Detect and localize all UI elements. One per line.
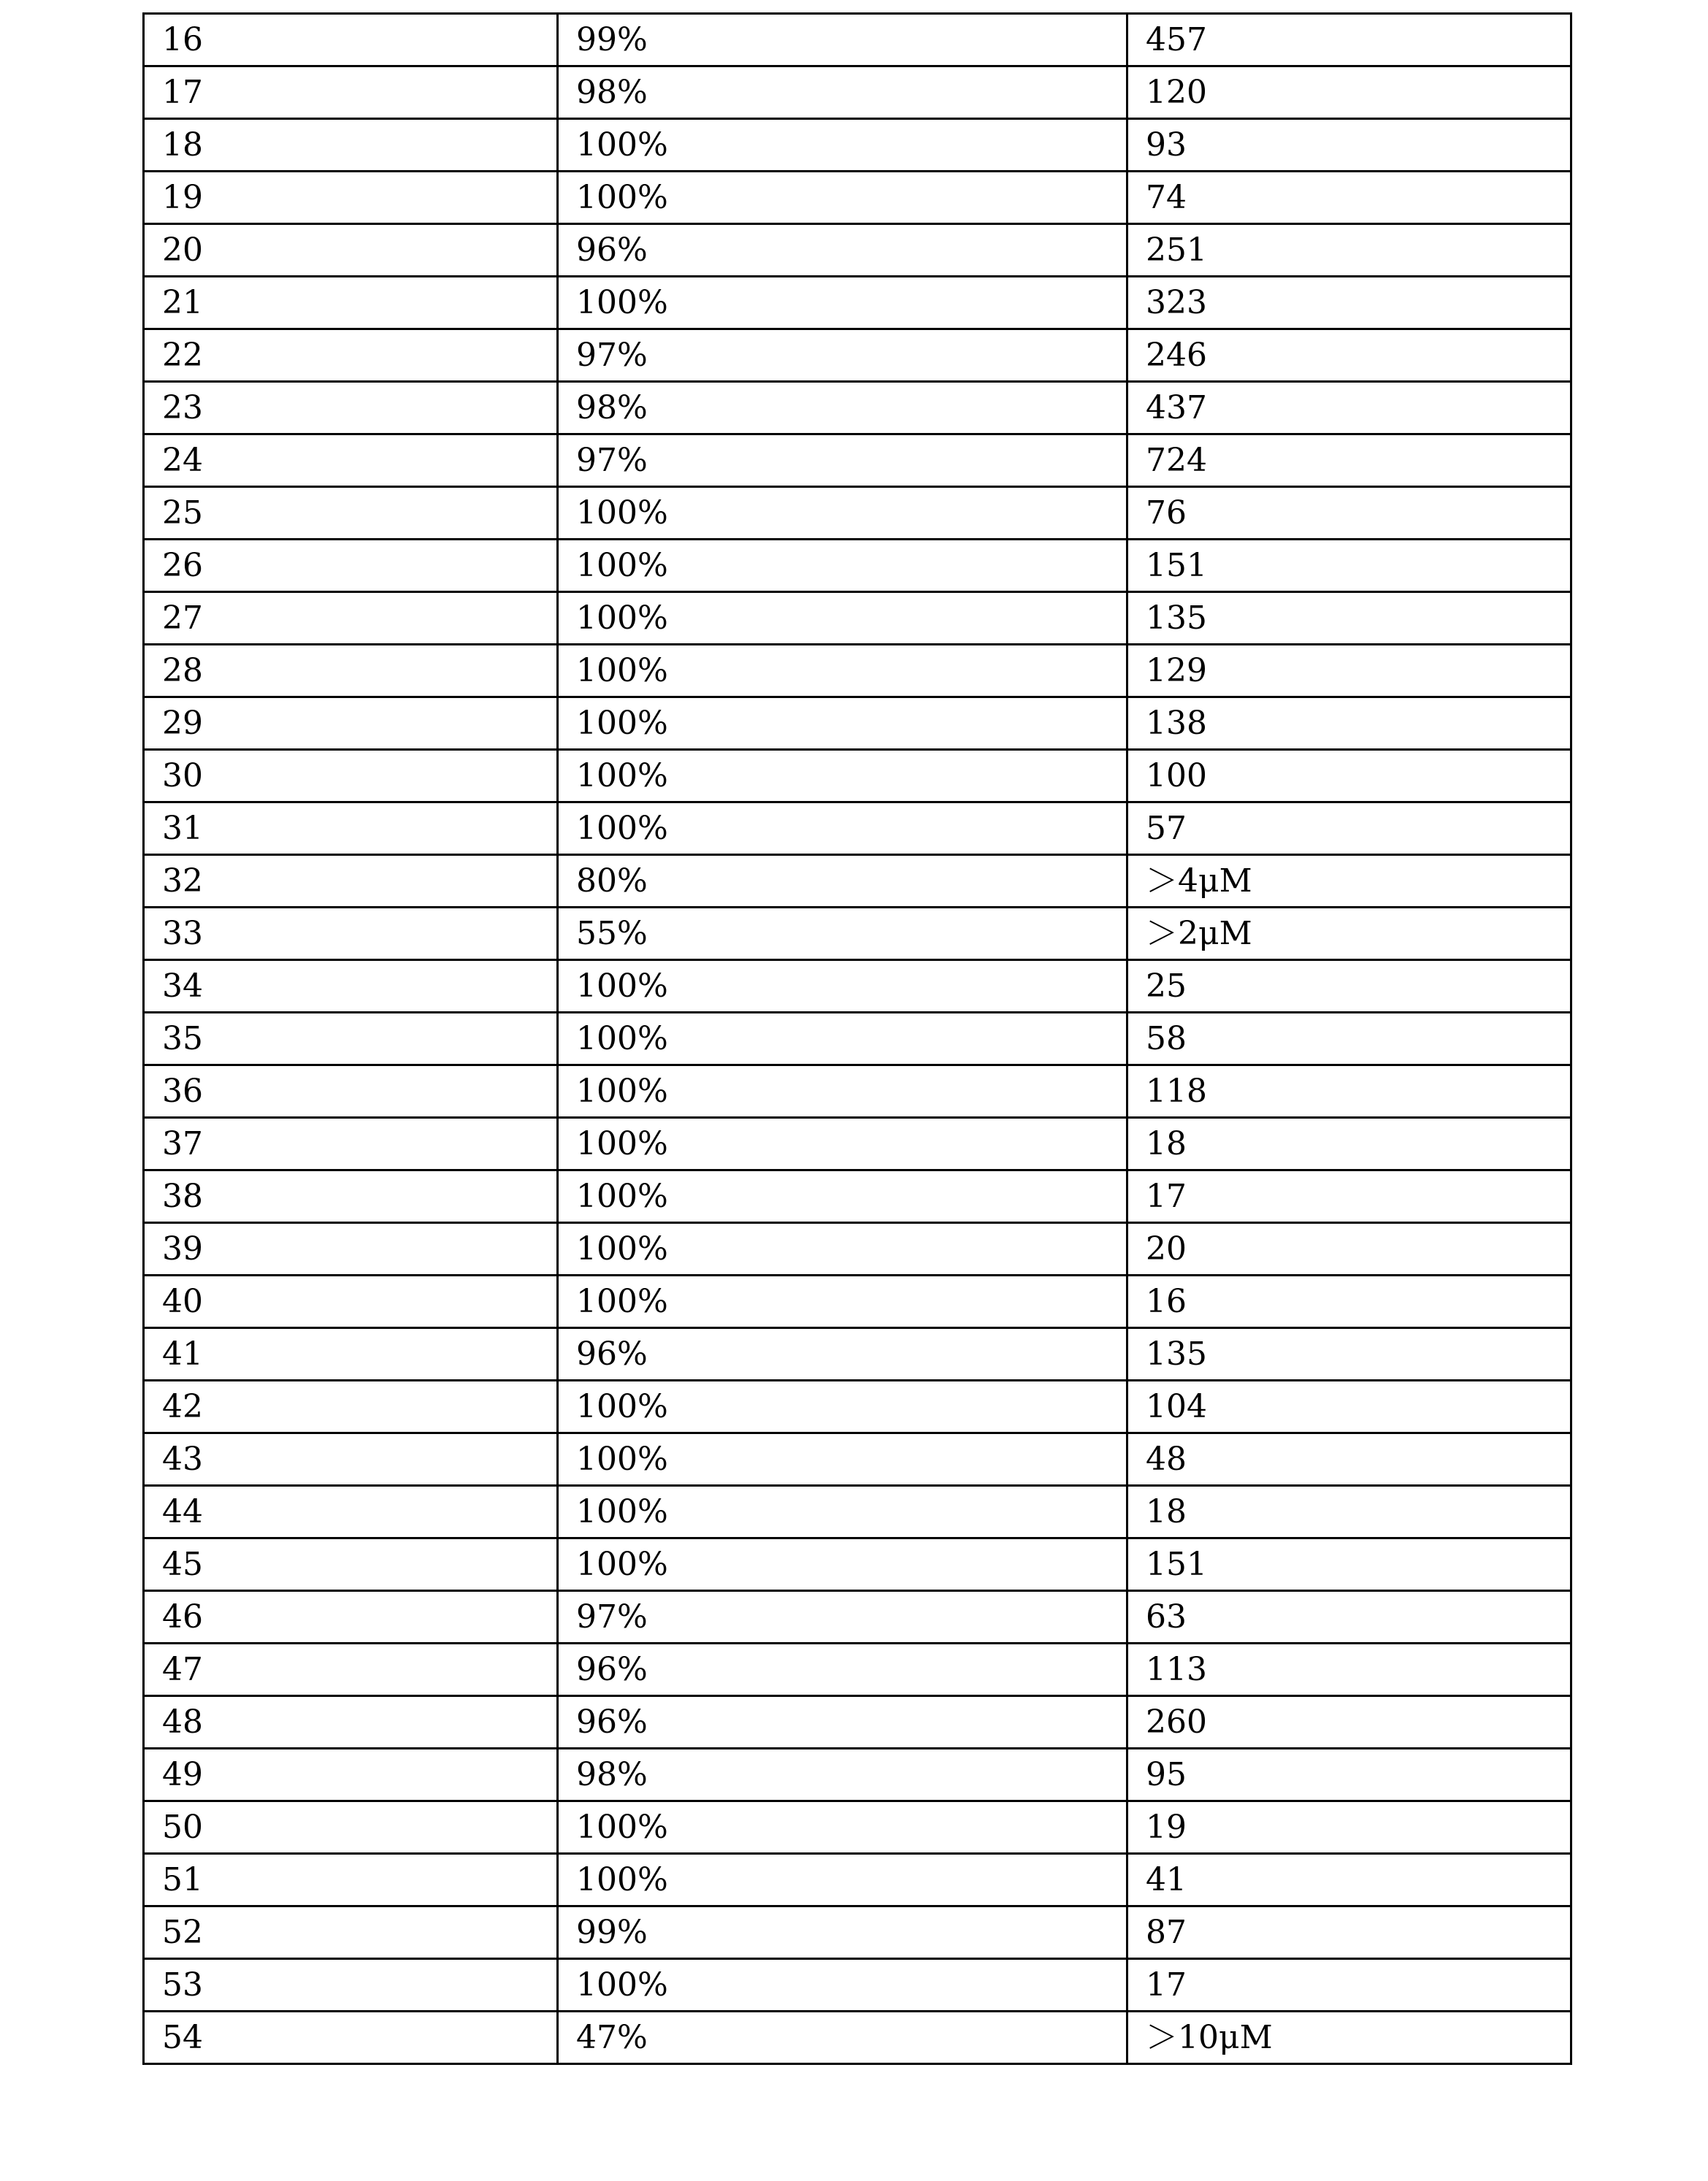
percentage-cell: 96% — [558, 1328, 1127, 1381]
percentage-cell: 100% — [558, 750, 1127, 802]
value-cell: 260 — [1127, 1696, 1571, 1749]
value-cell: 87 — [1127, 1906, 1571, 1959]
value-cell: 16 — [1127, 1276, 1571, 1328]
compound-number-cell: 22 — [144, 329, 558, 382]
compound-number-cell: 37 — [144, 1118, 558, 1170]
compound-number-cell: 21 — [144, 277, 558, 329]
percentage-cell: 98% — [558, 382, 1127, 434]
compound-number-cell: 45 — [144, 1538, 558, 1591]
percentage-cell: 47% — [558, 2012, 1127, 2064]
table-row — [144, 1696, 1571, 1749]
table-row — [144, 329, 1571, 382]
value-cell: 104 — [1127, 1381, 1571, 1433]
table-row — [144, 1065, 1571, 1118]
value-cell: 100 — [1127, 750, 1571, 802]
table-row — [144, 1170, 1571, 1223]
value-cell: 246 — [1127, 329, 1571, 382]
percentage-cell: 99% — [558, 14, 1127, 66]
value-cell: 120 — [1127, 66, 1571, 119]
table-row — [144, 1118, 1571, 1170]
percentage-cell: 96% — [558, 1644, 1127, 1696]
table-row — [144, 908, 1571, 960]
percentage-cell: 100% — [558, 172, 1127, 224]
percentage-cell: 100% — [558, 1801, 1127, 1854]
table-row — [144, 802, 1571, 855]
value-cell: 41 — [1127, 1854, 1571, 1906]
value-cell: 457 — [1127, 14, 1571, 66]
table-row — [144, 645, 1571, 697]
value-cell: 118 — [1127, 1065, 1571, 1118]
percentage-cell: 100% — [558, 645, 1127, 697]
table-row — [144, 1644, 1571, 1696]
table-row — [144, 1854, 1571, 1906]
compound-number-cell: 34 — [144, 960, 558, 1013]
value-cell: ＞2μM — [1127, 908, 1571, 960]
table-row — [144, 434, 1571, 487]
value-cell: 323 — [1127, 277, 1571, 329]
percentage-cell: 100% — [558, 1013, 1127, 1065]
compound-number-cell: 36 — [144, 1065, 558, 1118]
table-row — [144, 1486, 1571, 1538]
value-cell: 19 — [1127, 1801, 1571, 1854]
value-cell: 25 — [1127, 960, 1571, 1013]
percentage-cell: 100% — [558, 1223, 1127, 1276]
percentage-cell: 100% — [558, 1486, 1127, 1538]
table-row — [144, 1959, 1571, 2012]
percentage-cell: 99% — [558, 1906, 1127, 1959]
compound-number-cell: 16 — [144, 14, 558, 66]
value-cell: 251 — [1127, 224, 1571, 277]
table-row — [144, 960, 1571, 1013]
table-row — [144, 224, 1571, 277]
percentage-cell: 100% — [558, 1381, 1127, 1433]
value-cell: 18 — [1127, 1118, 1571, 1170]
table-row — [144, 540, 1571, 592]
data-table — [142, 12, 1572, 2065]
table-row — [144, 1223, 1571, 1276]
value-cell: 437 — [1127, 382, 1571, 434]
value-cell: 48 — [1127, 1433, 1571, 1486]
percentage-cell: 100% — [558, 487, 1127, 540]
value-cell: 113 — [1127, 1644, 1571, 1696]
value-cell: 724 — [1127, 434, 1571, 487]
table-row — [144, 172, 1571, 224]
table-row — [144, 2012, 1571, 2064]
percentage-cell: 100% — [558, 697, 1127, 750]
compound-number-cell: 42 — [144, 1381, 558, 1433]
value-cell: 57 — [1127, 802, 1571, 855]
value-cell: 20 — [1127, 1223, 1571, 1276]
compound-number-cell: 26 — [144, 540, 558, 592]
percentage-cell: 80% — [558, 855, 1127, 908]
percentage-cell: 100% — [558, 802, 1127, 855]
table-row — [144, 1433, 1571, 1486]
value-cell: 63 — [1127, 1591, 1571, 1644]
table-row — [144, 277, 1571, 329]
value-cell: 151 — [1127, 1538, 1571, 1591]
percentage-cell: 100% — [558, 119, 1127, 172]
table-body — [144, 14, 1571, 2064]
percentage-cell: 100% — [558, 540, 1127, 592]
compound-number-cell: 23 — [144, 382, 558, 434]
compound-number-cell: 27 — [144, 592, 558, 645]
value-cell: ＞4μM — [1127, 855, 1571, 908]
table-row — [144, 1328, 1571, 1381]
percentage-cell: 96% — [558, 224, 1127, 277]
compound-number-cell: 33 — [144, 908, 558, 960]
compound-number-cell: 47 — [144, 1644, 558, 1696]
compound-number-cell: 17 — [144, 66, 558, 119]
value-cell: 58 — [1127, 1013, 1571, 1065]
value-cell: 95 — [1127, 1749, 1571, 1801]
compound-number-cell: 43 — [144, 1433, 558, 1486]
compound-number-cell: 24 — [144, 434, 558, 487]
compound-number-cell: 35 — [144, 1013, 558, 1065]
compound-number-cell: 30 — [144, 750, 558, 802]
value-cell: 129 — [1127, 645, 1571, 697]
compound-number-cell: 44 — [144, 1486, 558, 1538]
compound-number-cell: 46 — [144, 1591, 558, 1644]
table-row — [144, 750, 1571, 802]
value-cell: 76 — [1127, 487, 1571, 540]
percentage-cell: 55% — [558, 908, 1127, 960]
value-cell: ＞10μM — [1127, 2012, 1571, 2064]
table-row — [144, 1381, 1571, 1433]
table-row — [144, 1538, 1571, 1591]
table-row — [144, 1749, 1571, 1801]
percentage-cell: 97% — [558, 1591, 1127, 1644]
compound-number-cell: 19 — [144, 172, 558, 224]
value-cell: 138 — [1127, 697, 1571, 750]
percentage-cell: 100% — [558, 1959, 1127, 2012]
percentage-cell: 100% — [558, 1276, 1127, 1328]
compound-number-cell: 29 — [144, 697, 558, 750]
compound-number-cell: 53 — [144, 1959, 558, 2012]
table-row — [144, 697, 1571, 750]
compound-number-cell: 54 — [144, 2012, 558, 2064]
table-row — [144, 1013, 1571, 1065]
percentage-cell: 100% — [558, 592, 1127, 645]
compound-number-cell: 52 — [144, 1906, 558, 1959]
compound-number-cell: 49 — [144, 1749, 558, 1801]
table-row — [144, 1801, 1571, 1854]
compound-number-cell: 50 — [144, 1801, 558, 1854]
compound-number-cell: 48 — [144, 1696, 558, 1749]
percentage-cell: 100% — [558, 1538, 1127, 1591]
compound-number-cell: 25 — [144, 487, 558, 540]
percentage-cell: 98% — [558, 66, 1127, 119]
compound-number-cell: 32 — [144, 855, 558, 908]
value-cell: 135 — [1127, 1328, 1571, 1381]
value-cell: 135 — [1127, 592, 1571, 645]
table-row — [144, 487, 1571, 540]
value-cell: 17 — [1127, 1959, 1571, 2012]
value-cell: 74 — [1127, 172, 1571, 224]
compound-number-cell: 18 — [144, 119, 558, 172]
compound-number-cell: 51 — [144, 1854, 558, 1906]
table-row — [144, 855, 1571, 908]
percentage-cell: 100% — [558, 1170, 1127, 1223]
table-row — [144, 592, 1571, 645]
percentage-cell: 100% — [558, 277, 1127, 329]
table-row — [144, 119, 1571, 172]
compound-number-cell: 38 — [144, 1170, 558, 1223]
percentage-cell: 100% — [558, 1118, 1127, 1170]
compound-number-cell: 20 — [144, 224, 558, 277]
compound-number-cell: 41 — [144, 1328, 558, 1381]
compound-number-cell: 39 — [144, 1223, 558, 1276]
percentage-cell: 100% — [558, 960, 1127, 1013]
compound-number-cell: 28 — [144, 645, 558, 697]
percentage-cell: 96% — [558, 1696, 1127, 1749]
value-cell: 18 — [1127, 1486, 1571, 1538]
table-row — [144, 66, 1571, 119]
percentage-cell: 100% — [558, 1433, 1127, 1486]
table-row — [144, 382, 1571, 434]
percentage-cell: 98% — [558, 1749, 1127, 1801]
percentage-cell: 100% — [558, 1854, 1127, 1906]
compound-number-cell: 40 — [144, 1276, 558, 1328]
table-row — [144, 1276, 1571, 1328]
value-cell: 151 — [1127, 540, 1571, 592]
compound-number-cell: 31 — [144, 802, 558, 855]
value-cell: 93 — [1127, 119, 1571, 172]
percentage-cell: 97% — [558, 329, 1127, 382]
table-row — [144, 1591, 1571, 1644]
percentage-cell: 97% — [558, 434, 1127, 487]
percentage-cell: 100% — [558, 1065, 1127, 1118]
value-cell: 17 — [1127, 1170, 1571, 1223]
table-row — [144, 14, 1571, 66]
table-row — [144, 1906, 1571, 1959]
